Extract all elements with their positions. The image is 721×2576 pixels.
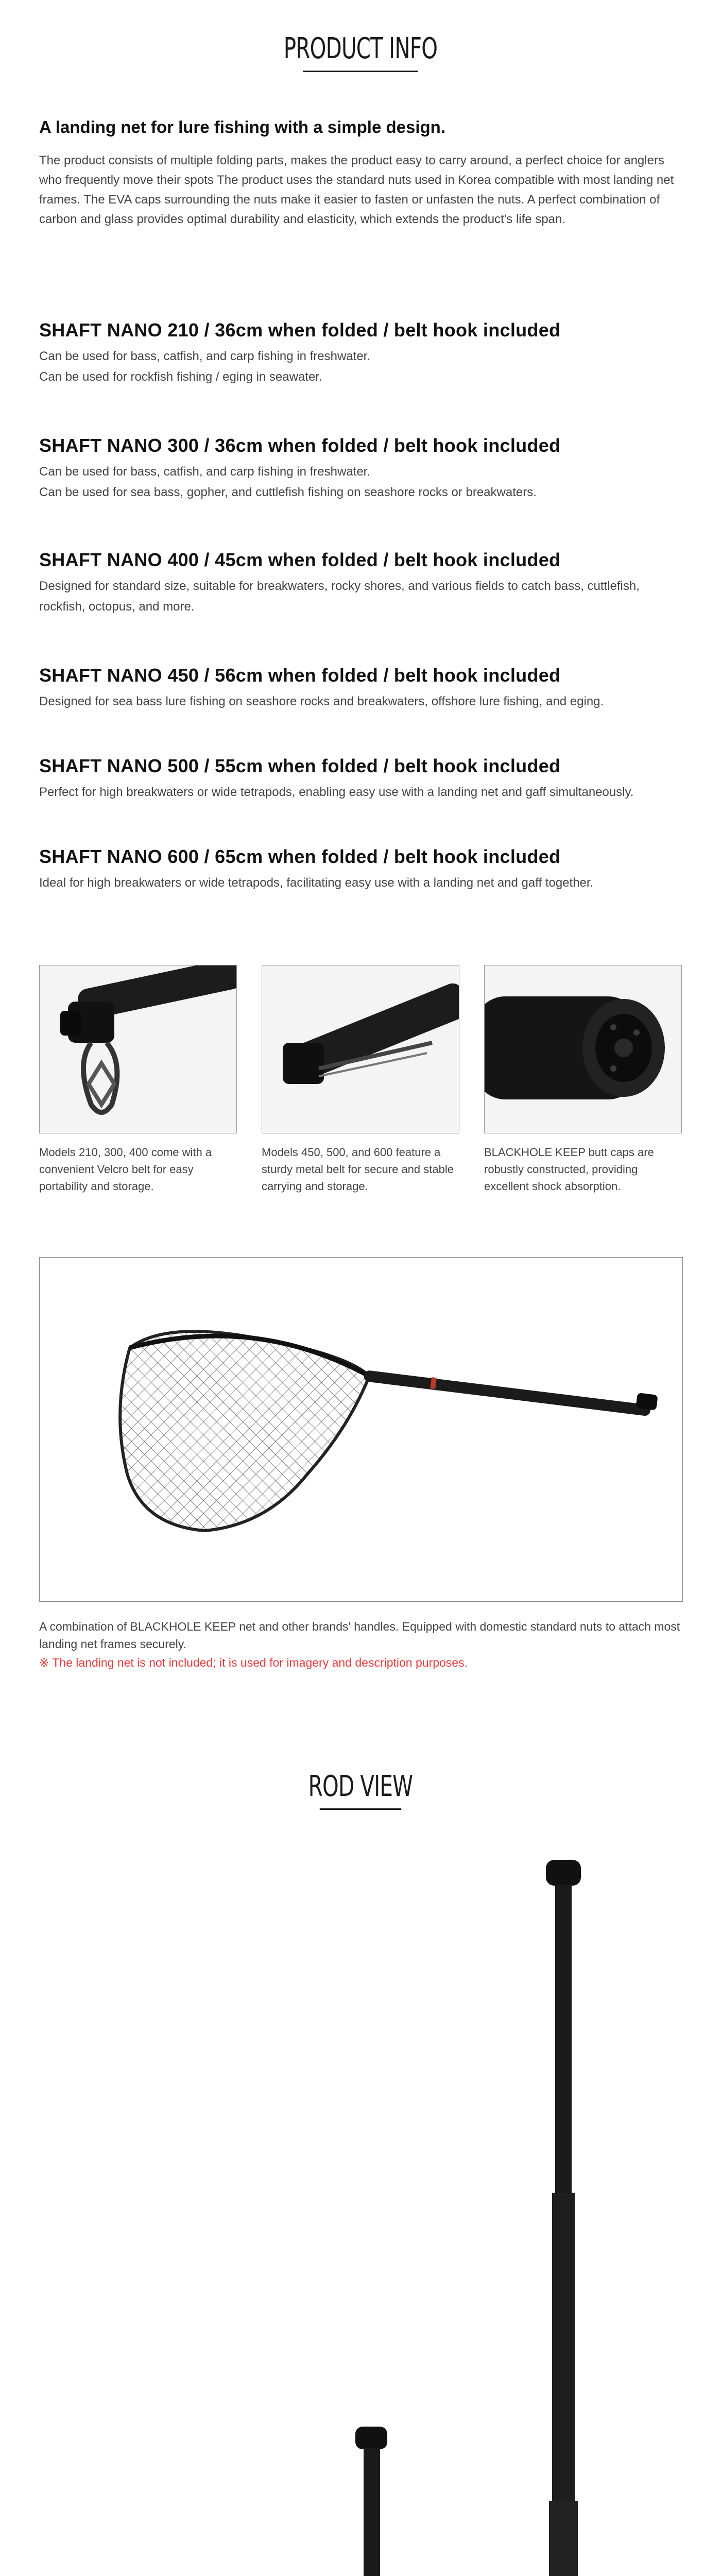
metal-belt-clip-photo [262,965,459,1133]
model-title: SHAFT NANO 300 / 36cm when folded / belt hook included [39,435,561,456]
lead-text: A landing net for lure fishing with a simple design. [39,117,446,137]
model-line: Ideal for high breakwaters or wide tetrapods, facilitating easy use with a landing net and gaff together. [39,876,594,890]
model-title: SHAFT NANO 400 / 45cm when folded / belt hook included [39,549,561,570]
butt-cap-photo [484,965,682,1133]
model-title: SHAFT NANO 450 / 56cm when folded / belt hook included [39,665,561,686]
metal-belt-clip-icon [262,965,459,1133]
model-line: Can be used for bass, catfish, and carp fishing in freshwater. [39,465,371,479]
rod-view-illustration [0,1834,721,2576]
shaft-450-extended [545,1860,582,2576]
model-line: Designed for standard size, suitable for breakwaters, rocky shores, and various fields to catch bass, cuttlefish, rockfish, octopus, and more. [39,579,640,614]
model-500 [39,755,688,803]
net-description: A combination of BLACKHOLE KEEP net and other brands' handles. Equipped with domestic standard nuts to attach most landing net frames securely. [39,1620,680,1651]
model-400 [39,549,688,617]
feature-caption: Models 450, 500, and 600 feature a sturdy metal belt for secure and stable carrying and storage. [262,1146,454,1193]
product-info-title: PRODUCT INFO [283,32,438,65]
rod-view-title: ROD VIEW [308,1770,413,1803]
heading-underline [320,1808,401,1810]
model-600 [39,846,688,893]
model-210 [39,319,688,387]
rod-view-heading [101,1770,620,1810]
model-450 [39,665,688,712]
heading-underline [303,71,418,72]
model-line: Can be used for rockfish fishing / eging in seawater. [39,370,322,384]
model-line: Can be used for sea bass, gopher, and cuttlefish fishing on seashore rocks or breakwaters. [39,485,537,499]
model-title: SHAFT NANO 600 / 65cm when folded / belt hook included [39,846,561,867]
model-line: Designed for sea bass lure fishing on seashore rocks and breakwaters, offshore lure fishing, and eging. [39,694,604,708]
feature-caption: Models 210, 300, 400 come with a convenient Velcro belt for easy portability and storage. [39,1146,212,1193]
velcro-belt-hook-icon [40,965,236,1133]
model-title: SHAFT NANO 500 / 55cm when folded / belt hook included [39,755,561,776]
intro-paragraph: The product consists of multiple folding parts, makes the product easy to carry around, a perfect choice for anglers who frequently move their spots The product uses the standard nuts used in Korea compatible with most landing net frames. The EVA caps surrounding the nuts make it easier to fasten or unfasten the nuts. A perfect combination of carbon and glass provides optimal durability and elasticity, which extends the product's life span. [39,154,674,226]
landing-net-photo [39,1257,683,1602]
model-line: Can be used for bass, catfish, and carp fishing in freshwater. [39,349,371,363]
feature-caption: BLACKHOLE KEEP butt caps are robustly constructed, providing excellent shock absorption. [484,1146,654,1193]
product-info-heading [101,32,620,72]
shaft-300-extended [355,2427,387,2576]
velcro-belt-hook-photo [39,965,237,1133]
net-disclaimer: ※ The landing net is not included; it is used for imagery and description purposes. [39,1656,468,1669]
landing-net-icon [40,1258,682,1601]
model-line: Perfect for high breakwaters or wide tetrapods, enabling easy use with a landing net and gaff simultaneously. [39,785,634,799]
butt-cap-icon [485,965,681,1133]
model-300 [39,435,688,503]
model-title: SHAFT NANO 210 / 36cm when folded / belt hook included [39,319,561,341]
rod-lineup-icon [0,1834,721,2576]
